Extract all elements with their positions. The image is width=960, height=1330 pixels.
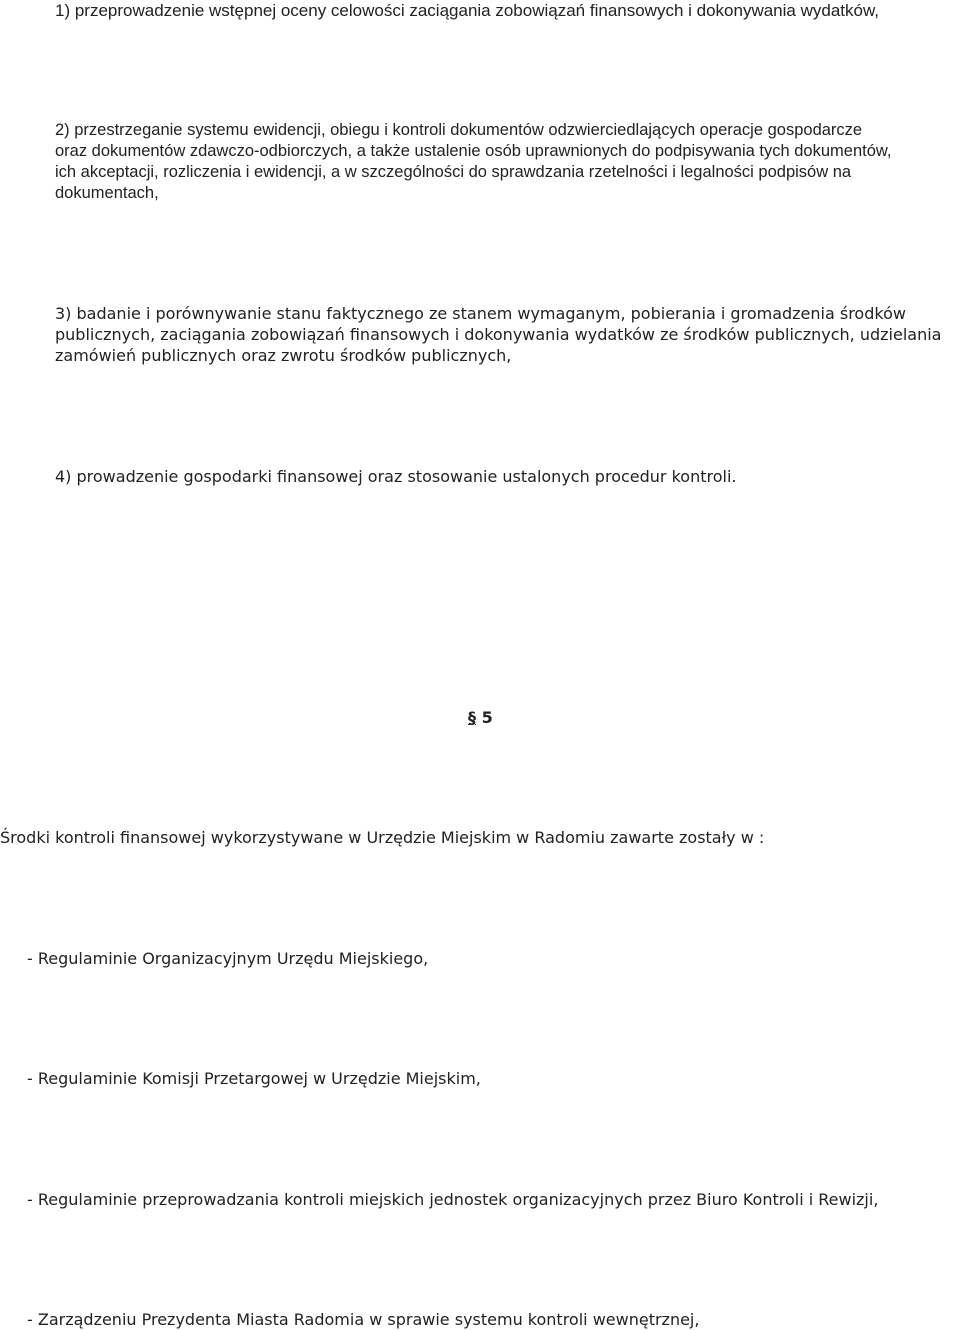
item-2-line-4: dokumentach, [55,184,159,202]
item-3 [55,303,960,366]
regulation-item: - Regulaminie przeprowadzania kontroli miejskich jednostek organizacyjnych przez Biuro Kontroli i Rewizji, [27,1190,879,1209]
section-number: 5 [476,708,493,727]
item-2-line-2: oraz dokumentów zdawczo-odbiorczych, a także ustalenie osób uprawnionych do podpisywania tych dokumentów, [55,142,892,160]
item-2 [55,120,960,204]
intro-text: Środki kontroli finansowej wykorzystywane w Urzędzie Miejskim w Radomiu zawarte zostały w : [0,828,765,847]
section-heading [468,707,493,728]
regulation-item: - Regulaminie Komisji Przetargowej w Urzędzie Miejskim, [27,1069,481,1088]
item-3-line-3: zamówień publicznych oraz zwrotu środków publicznych, [55,346,512,365]
item-3-line-2: publicznych, zaciągania zobowiązań finansowych i dokonywania wydatków ze środków publicznych, udzielania [55,325,942,344]
item-4: 4) prowadzenie gospodarki finansowej oraz stosowanie ustalonych procedur kontroli. [55,467,737,486]
item-1: 1) przeprowadzenie wstępnej oceny celowości zaciągania zobowiązań finansowych i dokonywania wydatków, [55,1,880,20]
item-2-line-1: 2) przestrzeganie systemu ewidencji, obiegu i kontroli dokumentów odzwierciedlających operacje gospodarcze [55,121,863,139]
item-3-line-1: 3) badanie i porównywanie stanu faktycznego ze stanem wymaganym, pobierania i gromadzenia środków [55,304,906,323]
regulation-item: - Zarządzeniu Prezydenta Miasta Radomia w sprawie systemu kontroli wewnętrznej, [27,1310,700,1329]
section-sign: § [468,708,476,727]
item-2-line-3: ich akceptacji, rozliczenia i ewidencji, a w szczególności do sprawdzania rzetelności i legalności podpisów na [55,163,852,181]
regulation-item: - Regulaminie Organizacyjnym Urzędu Miejskiego, [27,949,429,968]
